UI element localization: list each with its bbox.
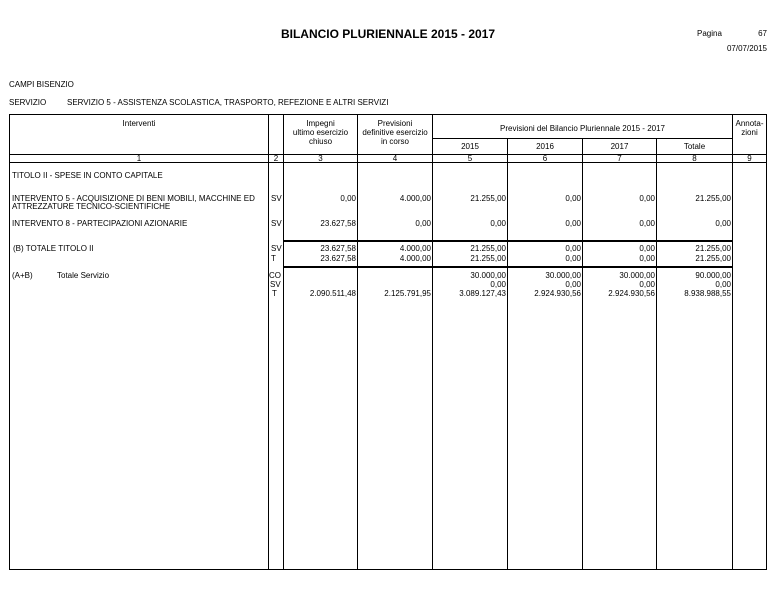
row-2015: 21.255,00 xyxy=(470,194,506,203)
row-code: SV xyxy=(271,219,282,228)
row-2015: 0,00 xyxy=(490,219,506,228)
row-2017: 0,00 xyxy=(639,244,655,253)
row-impegni: 0,00 xyxy=(340,194,356,203)
row-2017: 0,00 xyxy=(639,219,655,228)
row-totale: 21.255,00 xyxy=(695,244,731,253)
row-impegni: 23.627,58 xyxy=(320,219,356,228)
col-number-6: 6 xyxy=(542,154,548,163)
row-2017: 30.000,00 xyxy=(619,271,655,280)
col-number-5: 5 xyxy=(467,154,473,163)
row-2016: 0,00 xyxy=(565,254,581,263)
header-year-2016: 2016 xyxy=(536,142,554,151)
service-value: SERVIZIO 5 - ASSISTENZA SCOLASTICA, TRASPORTO, REFEZIONE E ALTRI SERVIZI xyxy=(67,98,389,107)
row-code: CO xyxy=(269,271,281,280)
row-impegni: 2.090.511,48 xyxy=(309,289,356,298)
col-number-7: 7 xyxy=(617,154,622,163)
row-2015: 21.255,00 xyxy=(470,244,506,253)
row-previsioni: 4.000,00 xyxy=(399,244,431,253)
row-2015: 21.255,00 xyxy=(470,254,506,263)
row-label: INTERVENTO 5 - ACQUISIZIONE DI BENI MOBILI, MACCHINE ED xyxy=(12,194,255,203)
col-number-3: 3 xyxy=(318,154,323,163)
row-2017: 0,00 xyxy=(639,280,655,289)
row-impegni: 23.627,58 xyxy=(320,254,356,263)
header-interventi: Interventi xyxy=(122,119,156,128)
titolo-heading: TITOLO II - SPESE IN CONTO CAPITALE xyxy=(12,171,163,180)
totale-titolo-label: (B) TOTALE TITOLO II xyxy=(13,244,94,253)
row-totale: 21.255,00 xyxy=(695,254,731,263)
row-2015: 0,00 xyxy=(490,280,506,289)
totale-servizio-label: Totale Servizio xyxy=(57,271,110,280)
row-code: T xyxy=(272,289,277,298)
page-number: 67 xyxy=(758,29,767,38)
row-totale: 0,00 xyxy=(715,280,731,289)
header-totale: Totale xyxy=(683,142,706,151)
row-2016: 0,00 xyxy=(565,244,581,253)
header-annotazioni-1: Annota- xyxy=(735,119,764,128)
row-2017: 0,00 xyxy=(639,194,655,203)
entity-name: CAMPI BISENZIO xyxy=(9,80,74,89)
row-totale: 21.255,00 xyxy=(695,194,731,203)
row-totale: 90.000,00 xyxy=(695,271,731,280)
header-previsioni-bilancio: Previsioni del Bilancio Pluriennale 2015 - 2017 xyxy=(500,124,665,133)
row-2015: 3.089.127,43 xyxy=(459,289,506,298)
row-2016: 0,00 xyxy=(565,280,581,289)
report-title: BILANCIO PLURIENNALE 2015 - 2017 xyxy=(280,27,496,41)
row-totale: 8.938.988,55 xyxy=(684,289,731,298)
header-year-2015: 2015 xyxy=(461,142,479,151)
row-code: SV xyxy=(271,244,282,253)
header-annotazioni-2: zioni xyxy=(741,128,758,137)
row-2016: 30.000,00 xyxy=(545,271,581,280)
col-number-9: 9 xyxy=(747,154,752,163)
col-number-2: 2 xyxy=(273,154,279,163)
row-code: SV xyxy=(271,194,282,203)
row-label-cont: ATTREZZATURE TECNICO-SCIENTIFICHE xyxy=(12,202,171,211)
col-number-8: 8 xyxy=(692,154,697,163)
header-impegni-3: chiuso xyxy=(308,137,333,146)
row-2017: 0,00 xyxy=(639,254,655,263)
col-number-1: 1 xyxy=(136,154,142,163)
service-label: SERVIZIO xyxy=(9,98,47,107)
row-impegni: 23.627,58 xyxy=(320,244,356,253)
row-2015: 30.000,00 xyxy=(470,271,506,280)
row-previsioni: 0,00 xyxy=(415,219,431,228)
page-label: Pagina xyxy=(697,29,722,38)
row-previsioni: 2.125.791,95 xyxy=(384,289,431,298)
row-2017: 2.924.930,56 xyxy=(608,289,655,298)
totale-servizio-prefix: (A+B) xyxy=(12,271,33,280)
header-impegni-1: Impegni xyxy=(306,119,335,128)
row-previsioni: 4.000,00 xyxy=(399,254,431,263)
row-2016: 2.924.930,56 xyxy=(534,289,581,298)
header-previsioni-2: definitive esercizio xyxy=(362,128,428,137)
row-2016: 0,00 xyxy=(565,219,581,228)
row-label: INTERVENTO 8 - PARTECIPAZIONI AZIONARIE xyxy=(12,219,188,228)
col-number-4: 4 xyxy=(392,154,398,163)
row-totale: 0,00 xyxy=(715,219,731,228)
header-previsioni-1: Previsioni xyxy=(377,119,413,128)
row-previsioni: 4.000,00 xyxy=(399,194,431,203)
row-code: T xyxy=(271,254,276,263)
header-previsioni-3: in corso xyxy=(380,137,409,146)
header-impegni-2: ultimo esercizio xyxy=(292,128,349,137)
row-code: SV xyxy=(270,280,281,289)
row-2016: 0,00 xyxy=(565,194,581,203)
header-year-2017: 2017 xyxy=(610,142,629,151)
report-date: 07/07/2015 xyxy=(726,44,767,53)
